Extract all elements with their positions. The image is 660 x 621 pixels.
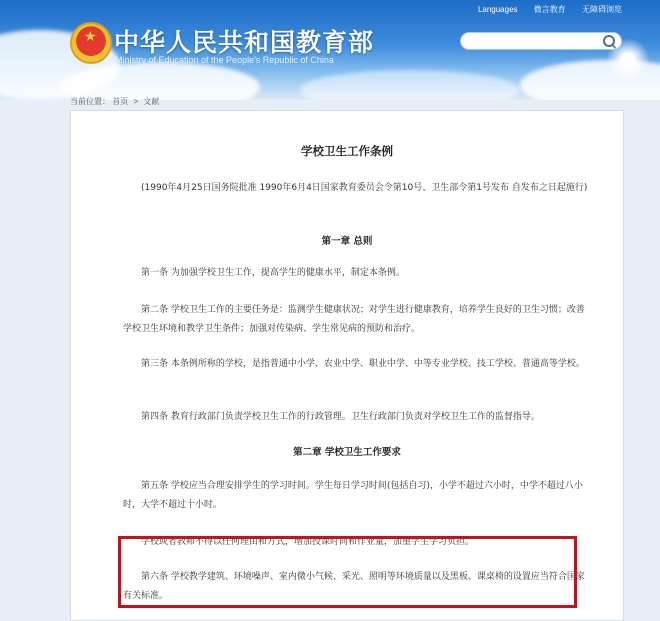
article-4: 第四条 教育行政部门负责学校卫生工作的行政管理。卫生行政部门负责对学校卫生工作的监督指导。 bbox=[141, 412, 540, 422]
search-box[interactable] bbox=[460, 32, 622, 50]
article-2: 第二条 学校卫生工作的主要任务是：监测学生健康状况；对学生进行健康教育，培养学生良好的卫生习惯；改善学校卫生环境和教学卫生条件；加强对传染病、学生常见病的预防和治疗。 bbox=[123, 305, 585, 334]
red-highlight-box bbox=[118, 536, 577, 608]
weiyan-link[interactable]: 微言教育 bbox=[533, 5, 566, 14]
national-emblem-icon[interactable]: ★ bbox=[70, 22, 112, 64]
chapter-heading: 第一章 总则 bbox=[321, 236, 373, 247]
document-intro: (1990年4月25日国务院批准 1990年6月4日国家教育委员会令第10号、卫生部令第1号发布 自发布之日起施行) bbox=[141, 183, 588, 193]
article-1: 第一条 为加强学校卫生工作，提高学生的健康水平，制定本条例。 bbox=[141, 268, 405, 278]
article-6: 第六条 学校教学建筑、环境噪声、室内微小气候、采光、照明等环境质量以及黑板、课桌椅的设置应当符合国家有关标准。 bbox=[123, 572, 585, 601]
article-3: 第三条 本条例所称的学校，是指普通中小学、农业中学、职业中学、中等专业学校、技工学校、普通高等学校。 bbox=[141, 359, 585, 369]
dandelion-decoration bbox=[606, 38, 650, 82]
cloud-decoration bbox=[300, 70, 520, 100]
site-title[interactable]: 中华人民共和国教育部 bbox=[114, 28, 375, 57]
languages-link[interactable]: Languages bbox=[477, 5, 518, 14]
breadcrumb-documents[interactable]: 文献 bbox=[143, 97, 160, 106]
site-header bbox=[0, 0, 660, 100]
breadcrumb bbox=[70, 96, 159, 107]
site-subtitle: Ministry of Education of the People's Republic of China bbox=[115, 55, 334, 65]
breadcrumb-separator: > bbox=[133, 97, 139, 106]
breadcrumb-prefix: 当前位置： bbox=[70, 97, 110, 106]
top-links bbox=[464, 4, 622, 15]
search-input[interactable] bbox=[469, 37, 609, 53]
document-title: 学校卫生工作条例 bbox=[301, 144, 393, 158]
article-5: 第五条 学校应当合理安排学生的学习时间。学生每日学习时间(包括自习)，小学不超过六小时，中学不超过八小时，大学不超过十小时。 bbox=[123, 481, 583, 510]
chapter-heading: 第二章 学校卫生工作要求 bbox=[293, 447, 401, 458]
breadcrumb-home[interactable]: 首页 bbox=[112, 97, 129, 106]
article-5-continued: 学校或者教师不得以任何理由和方式，增加授课时间和作业量，加重学生学习负担。 bbox=[141, 537, 475, 547]
accessibility-link[interactable]: 无障碍浏览 bbox=[582, 5, 622, 14]
